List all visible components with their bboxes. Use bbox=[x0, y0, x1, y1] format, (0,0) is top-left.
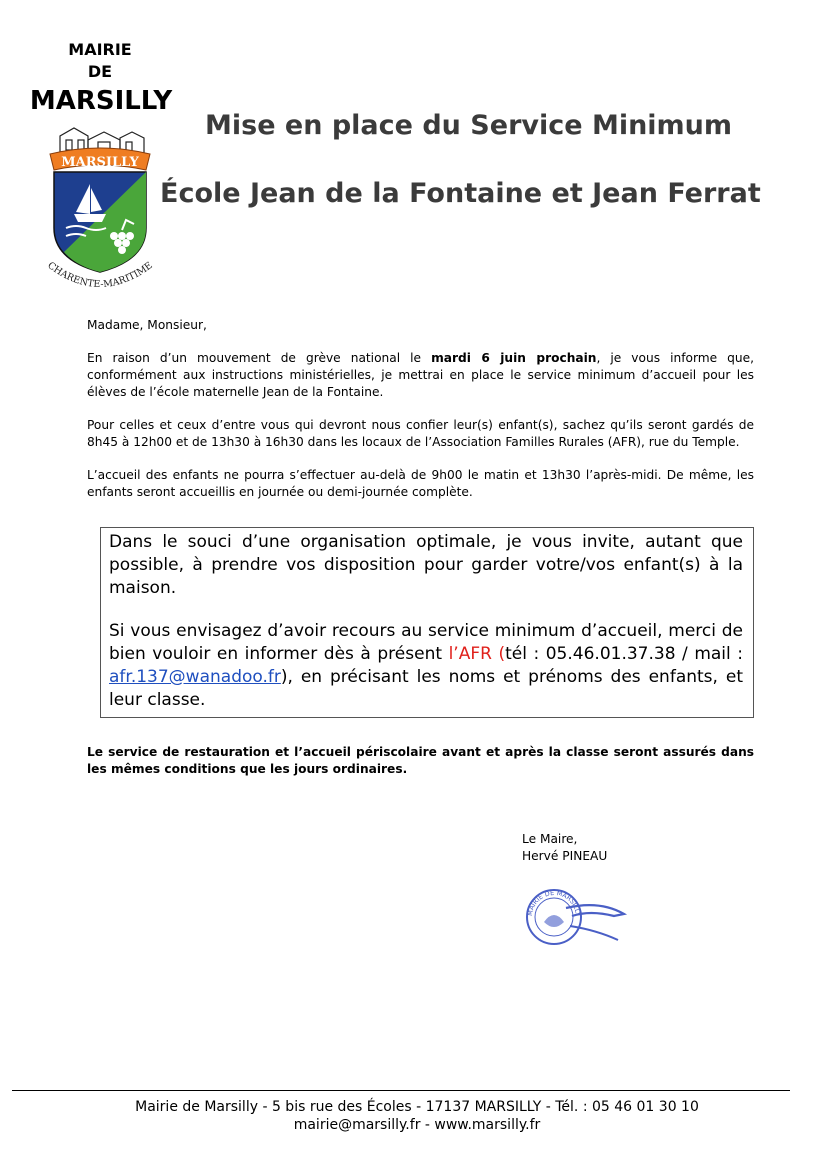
paragraph-hours: Pour celles et ceux d’entre vous qui devront nous confier leur(s) enfant(s), sachez qu’ils seront gardés de 8h45 à 12h00 et de 13h30 à 16h30 dans les locaux de l’Association Familles Rurales (AFR), rue du Temple. bbox=[87, 418, 754, 449]
afr-email-link[interactable]: afr.137@wanadoo.fr bbox=[109, 667, 281, 687]
official-stamp bbox=[520, 886, 630, 948]
notice-paragraph-1: Dans le souci d’une organisation optimale, je vous invite, autant que possible, à prendre vos disposition pour garder votre/vos enfant(s) à la maison. bbox=[109, 532, 743, 598]
footer-divider bbox=[12, 1090, 790, 1091]
strike-date: mardi 6 juin prochain bbox=[431, 351, 597, 365]
letter-body bbox=[87, 317, 754, 517]
paragraph-arrival: L’accueil des enfants ne pourra s’effectuer au-delà de 9h00 le matin et 13h30 l’après-midi. De même, les enfants seront accueillis en journée ou demi-journée complète. bbox=[87, 468, 754, 499]
afr-highlight: l’AFR ( bbox=[448, 644, 506, 664]
mairie-label: MAIRIE bbox=[68, 40, 132, 59]
town-name: MARSILLY bbox=[29, 86, 173, 116]
salutation: Madame, Monsieur, bbox=[87, 318, 207, 332]
signature-block bbox=[522, 831, 607, 865]
closing-paragraph: Le service de restauration et l’accueil périscolaire avant et après la classe seront assurés dans les mêmes conditions que les jours ordinaires. bbox=[87, 745, 754, 776]
notice-box bbox=[100, 527, 754, 718]
footer-contact: mairie@marsilly.fr - www.marsilly.fr bbox=[293, 1117, 541, 1133]
school-title: École Jean de la Fontaine et Jean Ferrat bbox=[160, 178, 761, 209]
paragraph-strike: En raison d’un mouvement de grève national le mardi 6 juin prochain, je vous informe que, conformément aux instructions ministérielles, je mettrai en place le service minimum d’accueil pour les élèves de l’école maternelle Jean de la Fontaine. bbox=[87, 351, 754, 399]
svg-text:MAIRIE DE MARSILLY bbox=[526, 889, 582, 917]
de-label: DE bbox=[87, 62, 113, 81]
signature-role: Le Maire, bbox=[522, 832, 578, 846]
crest-ribbon-text: CHARENTE-MARITIME bbox=[45, 260, 155, 291]
notice-paragraph-2: Si vous envisagez d’avoir recours au service minimum d’accueil, merci de bien vouloir en informer dès à présent l’AFR (tél : 05.46.01.37.38 / mail : afr.137@wanadoo.fr), en précisant les noms et prénoms des enfants, et leur classe. bbox=[109, 621, 744, 710]
signature-name: Hervé PINEAU bbox=[522, 849, 608, 863]
footer-address: Mairie de Marsilly - 5 bis rue des Écoles - 17137 MARSILLY - Tél. : 05 46 01 30 10 bbox=[135, 1099, 699, 1115]
page-title: Mise en place du Service Minimum bbox=[205, 110, 733, 141]
town-crest-logo bbox=[36, 124, 164, 296]
stamp-text: MAIRIE DE MARSILLY bbox=[525, 888, 583, 917]
crest-banner-text: MARSILLY bbox=[61, 155, 139, 170]
